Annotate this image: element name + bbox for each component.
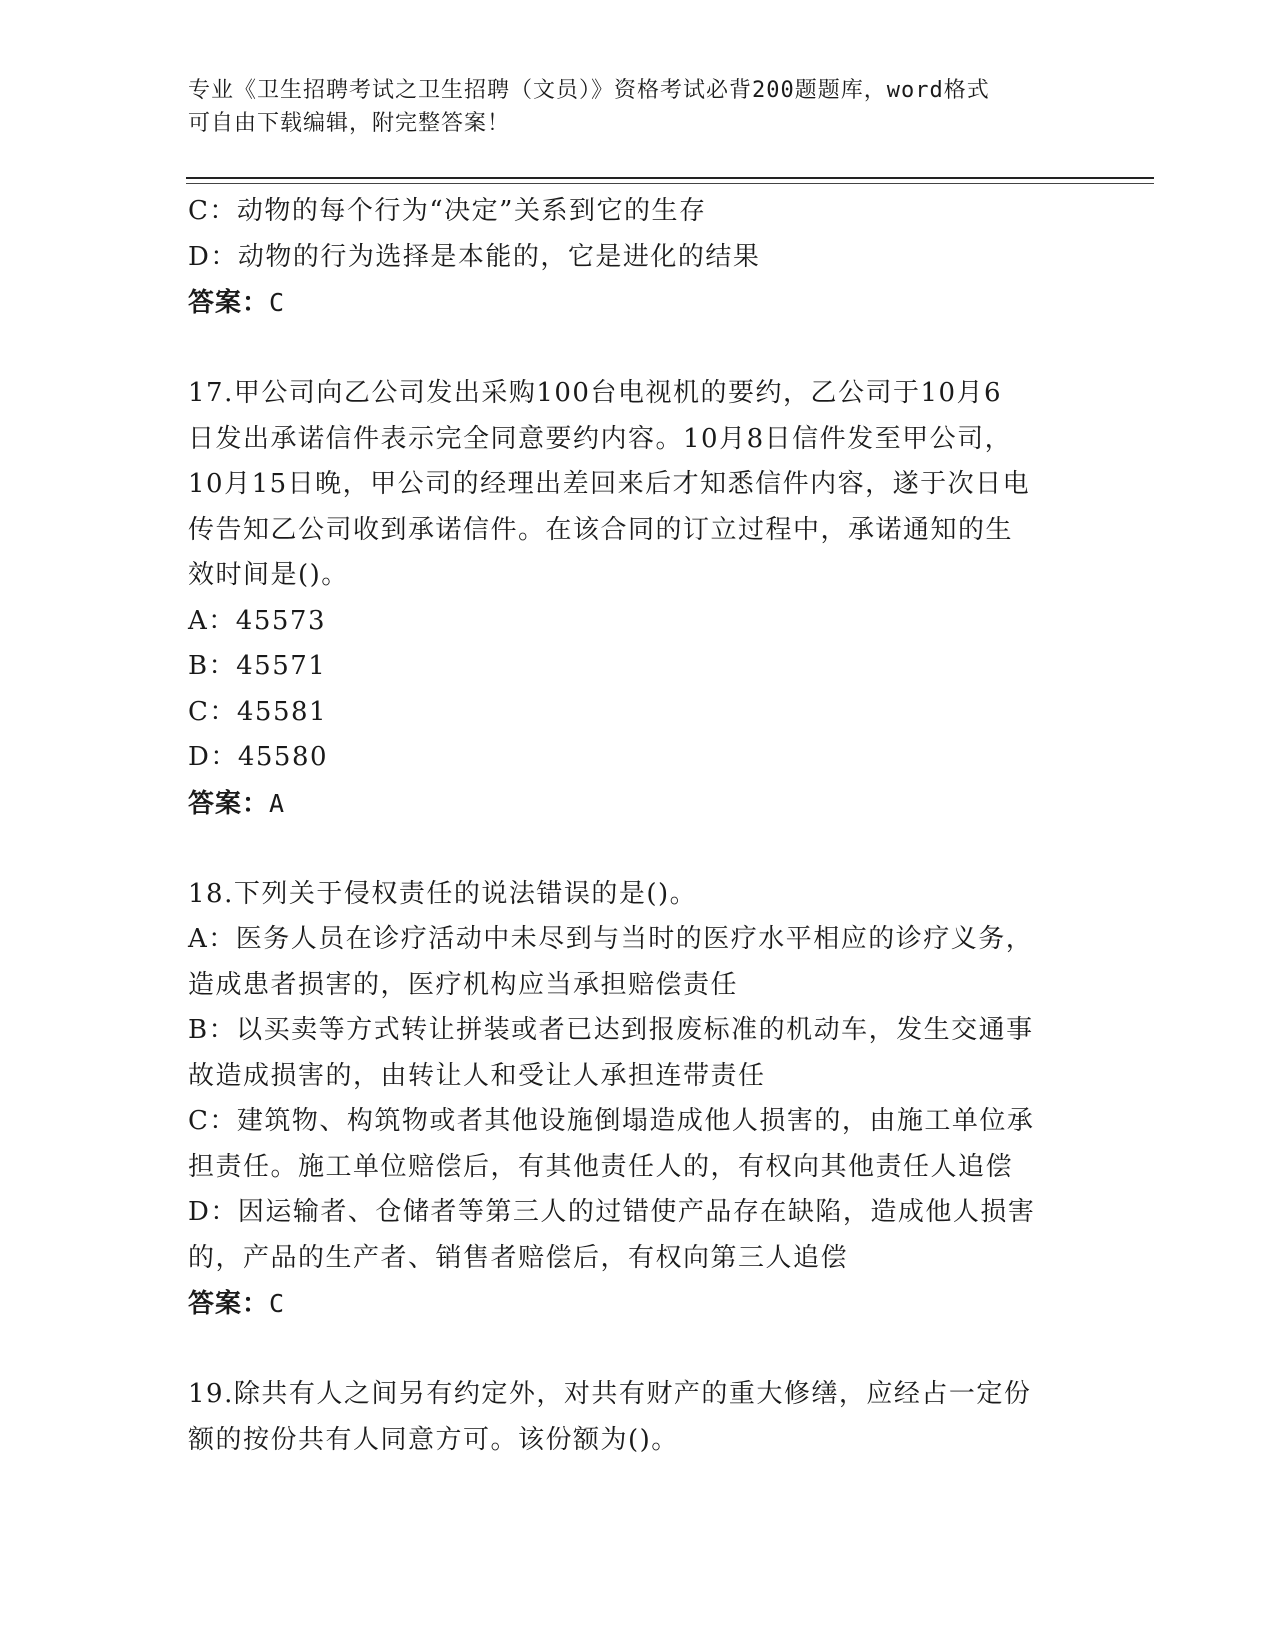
q17-option-b: B：45571 bbox=[188, 651, 327, 681]
q17-stem-line: 效时间是()。 bbox=[188, 560, 349, 590]
header-title-line-2: 可自由下载编辑，附完整答案！ bbox=[188, 111, 511, 136]
q18-answer-value: C bbox=[269, 1289, 286, 1318]
q18-option-line: 担责任。施工单位赔偿后，有其他责任人的，有权向其他责任人追偿 bbox=[188, 1151, 1014, 1182]
q18-option-line: 的，产品的生产者、销售者赔偿后，有权向第三人追偿 bbox=[188, 1242, 849, 1273]
q16-option-c: C：动物的每个行为“决定”关系到它的生存 bbox=[188, 196, 707, 226]
q18-answer bbox=[188, 1281, 1088, 1327]
q17-option-a: A：45573 bbox=[188, 605, 326, 636]
q18-answer-label: 答案： bbox=[188, 1289, 270, 1319]
q16-answer bbox=[188, 280, 1088, 326]
q18-option-line: B：以买卖等方式转让拼装或者已达到报废标准的机动车，发生交通事 bbox=[188, 1015, 1034, 1045]
q18-option-line: C：建筑物、构筑物或者其他设施倒塌造成他人损害的，由施工单位承 bbox=[188, 1106, 1035, 1136]
q17-stem-line: 17.甲公司向乙公司发出采购100台电视机的要约，乙公司于10月6 bbox=[188, 378, 1003, 408]
q17-answer bbox=[188, 781, 1088, 827]
q18-option-line: 造成患者损害的，医疗机构应当承担赔偿责任 bbox=[188, 969, 739, 1000]
q17-answer-label: 答案： bbox=[188, 788, 270, 819]
question-18 bbox=[188, 872, 1088, 1327]
q17-stem-line: 日发出承诺信件表示完全同意要约内容。10月8日信件发至甲公司， bbox=[188, 423, 1013, 454]
question-17 bbox=[188, 371, 1088, 826]
q17-stem-line: 10月15日晚，甲公司的经理出差回来后才知悉信件内容，遂于次日电 bbox=[188, 469, 1031, 499]
header-title-line-1: 专业《卫生招聘考试之卫生招聘（文员）》资格考试必背200题题库，word格式 bbox=[188, 78, 990, 103]
q16-answer-label: 答案： bbox=[188, 288, 270, 318]
question-content bbox=[188, 189, 1088, 1463]
header-divider-thin bbox=[186, 183, 1154, 184]
spacer bbox=[188, 826, 1088, 872]
q17-answer-value: A bbox=[269, 788, 286, 818]
q16-answer-value: C bbox=[269, 288, 286, 317]
q19-stem-line: 19.除共有人之间另有约定外，对共有财产的重大修缮，应经占一定份 bbox=[188, 1379, 1032, 1409]
spacer bbox=[188, 326, 1088, 372]
q18-option-line: A：医务人员在诊疗活动中未尽到与当时的医疗水平相应的诊疗义务， bbox=[188, 924, 1034, 954]
q16-option-d: D：动物的行为选择是本能的，它是进化的结果 bbox=[188, 241, 761, 272]
header-divider-thick bbox=[186, 177, 1154, 179]
q19-stem-line: 额的按份共有人同意方可。该份额为()。 bbox=[188, 1424, 679, 1455]
q18-option-line: 故造成损害的，由转让人和受让人承担连带责任 bbox=[188, 1060, 766, 1091]
q18-stem-line: 18.下列关于侵权责任的说法错误的是()。 bbox=[188, 878, 698, 909]
question-19 bbox=[188, 1372, 1088, 1463]
q17-option-c: C：45581 bbox=[188, 696, 328, 727]
q18-option-line: D：因运输者、仓储者等第三人的过错使产品存在缺陷，造成他人损害 bbox=[188, 1197, 1036, 1227]
question-16-tail bbox=[188, 189, 1088, 326]
q17-stem-line: 传告知乙公司收到承诺信件。在该合同的订立过程中，承诺通知的生 bbox=[188, 514, 1014, 545]
spacer bbox=[188, 1327, 1088, 1373]
q17-option-d: D：45580 bbox=[188, 742, 329, 772]
page-header bbox=[188, 74, 1068, 140]
